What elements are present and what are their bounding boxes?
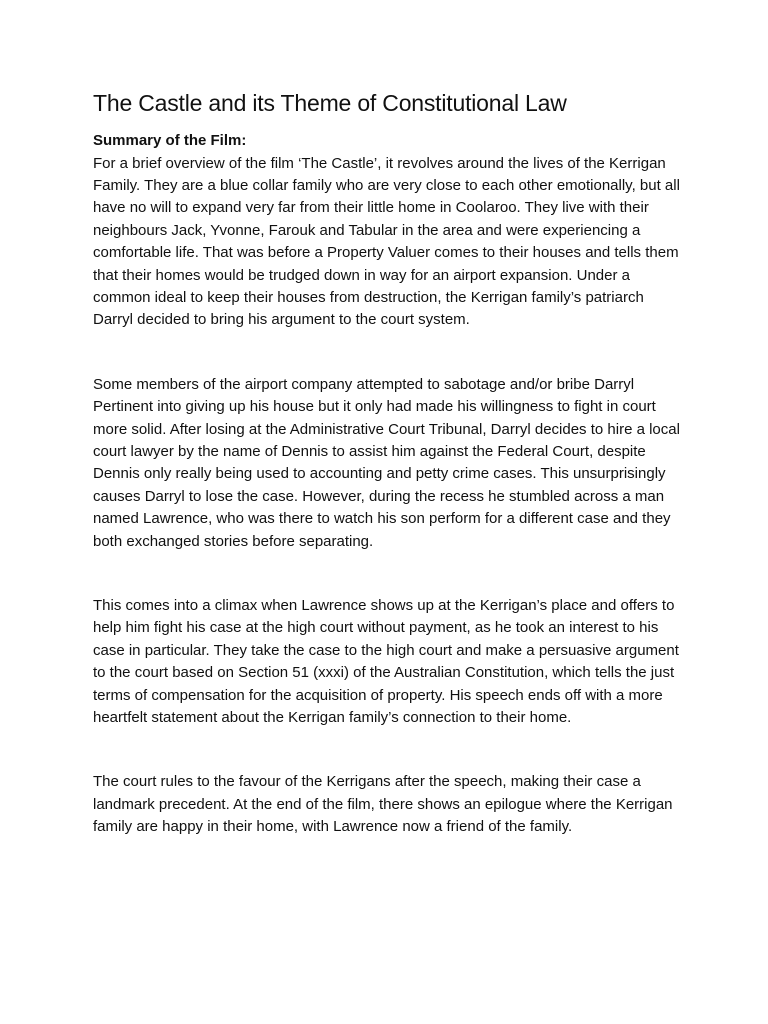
document-page <box>93 88 683 839</box>
paragraph-3: This comes into a climax when Lawrence shows up at the Kerrigan’s place and offers to help him fight his case at the high court without payment, as he took an interest to his case in particular. They take the case to the high court and make a persuasive argument to the court based on Section 51 (xxxi) of the Australian Constitution, which tells the just terms of compensation for the acquisition of property. His speech ends off with a more heartfelt statement about the Kerrigan family’s connection to their home. <box>93 597 679 727</box>
section-heading: Summary of the Film: <box>93 132 247 149</box>
paragraph-2: Some members of the airport company attempted to sabotage and/or bribe Darryl Pertinent into giving up his house but it only had made his willingness to fight in court more solid. After losing at the Administrative Court Tribunal, Darryl decides to hire a local court lawyer by the name of Dennis to assist him against the Federal Court, despite Dennis only really being used to accounting and petty crime cases. This unsurprisingly causes Darryl to lose the case. However, during the recess he stumbled across a man named Lawrence, who was there to watch his son perform for a different case and they both exchanged stories before separating. <box>93 375 680 550</box>
document-title: The Castle and its Theme of Constitutional Law <box>93 90 567 116</box>
paragraph-1: For a brief overview of the film ‘The Castle’, it revolves around the lives of the Kerrigan Family. They are a blue collar family who are very close to each other emotionally, but all have no will to expand very far from their little home in Coolaroo. They live with their neighbours Jack, Yvonne, Farouk and Tabular in the area and were experiencing a comfortable life. That was before a Property Valuer comes to their houses and tells them that their homes would be trudged down in way for an airport expansion. Under a common ideal to keep their houses from destruction, the Kerrigan family’s patriarch Darryl decided to bring his argument to the court system. <box>93 154 680 329</box>
paragraph-4: The court rules to the favour of the Kerrigans after the speech, making their case a landmark precedent. At the end of the film, there shows an epilogue where the Kerrigan family are happy in their home, with Lawrence now a friend of the family. <box>93 773 673 836</box>
